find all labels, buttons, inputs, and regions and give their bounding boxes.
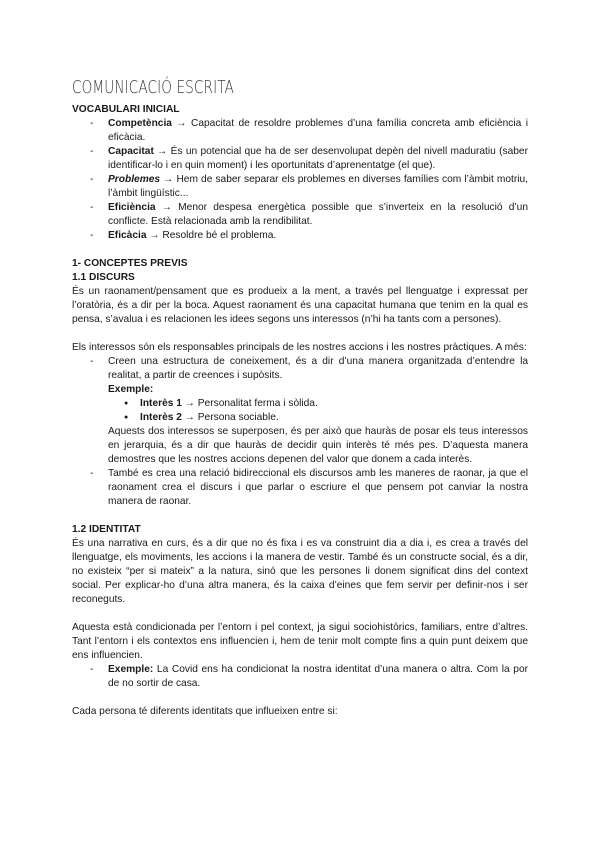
- vocab-definition: → Resoldre bé el problema.: [146, 230, 277, 241]
- paragraph: Els interessos són els responsables principals de les nostres accions i les nostres pràctiques. A més:: [72, 342, 527, 353]
- example-text: → Persona sociable.: [181, 412, 279, 423]
- vocab-definition: → Hem de saber separar els problemes en diverses famílies com l’àmbit motriu, l’àmbit lingüístic...: [108, 174, 528, 199]
- list-item: [108, 467, 528, 509]
- interests-list: [72, 355, 528, 509]
- vocab-term: Eficiència: [108, 202, 156, 213]
- document-title: COMUNICACIÓ ESCRITA: [72, 78, 234, 98]
- list-item: [108, 663, 528, 691]
- list-item-continuation: Aquests dos interessos se superposen, és per això que hauràs de posar els teus interessos en jerarquia, és a dir que hauràs de decidir quin interès té més pes. D’aquesta manera demostres que les nostres accions depenen del valor que donem a cada interès.: [108, 426, 528, 465]
- document-content: [72, 78, 528, 719]
- example-text: La Covid ens ha condicionat la nostra identitat d’una manera o altra. Com la por de no sortir de casa.: [108, 664, 528, 689]
- vocab-heading: VOCABULARI INICIAL: [72, 104, 180, 115]
- example-item: [140, 411, 528, 425]
- vocab-list: [72, 117, 528, 243]
- example-label: Exemple:: [108, 664, 154, 675]
- vocab-item: [108, 117, 528, 145]
- subsection-heading-identitat: 1.2 IDENTITAT: [72, 524, 141, 535]
- vocab-term: Problemes: [108, 174, 161, 185]
- vocab-definition: → Capacitat de resoldre problemes d’una família concreta amb eficiència i eficàcia.: [108, 118, 528, 143]
- example-label: Exemple:: [108, 384, 154, 395]
- vocab-term: Capacitat: [108, 146, 154, 157]
- list-item: [108, 355, 528, 467]
- list-item-text: També es crea una relació bidireccional els discursos amb les maneres de raonar, ja que el raonament crea el discurs i que parlar o escriure el que pensem pot canviar la nostra manera de raonar.: [108, 468, 528, 507]
- example-item: [140, 397, 528, 411]
- paragraph: Aquesta està condicionada per l’entorn i pel context, ja sigui sociohistòrics, familiars, entre d’altres. Tant l’entorn i els contextos ens influencien i, hem de tenir molt compte fins a quin punt deixem que ens influencien.: [72, 622, 528, 661]
- list-item-text: Creen una estructura de coneixement, és a dir d’una manera organitzada d’entendre la realitat, a partir de creences i supòsits.: [108, 356, 528, 381]
- identity-example-list: [72, 663, 528, 691]
- example-list: [108, 397, 528, 425]
- vocab-term: Competència: [108, 118, 172, 129]
- subsection-heading-discurs: 1.1 DISCURS: [72, 272, 135, 283]
- paragraph: És un raonament/pensament que es produeix a la ment, a través pel llenguatge i expressat per l’oratòria, és a dir per la boca. Aquest raonament és una capacitat humana que tenim en la qual es pensa, s’avalua i es relacionen les idees segons uns interessos (n’hi ha tants com a persones).: [72, 286, 528, 325]
- vocab-term: Eficàcia: [108, 230, 147, 241]
- vocab-item: [108, 201, 528, 229]
- example-term: Interès 2: [140, 412, 182, 423]
- vocab-definition: → Menor despesa energètica possible que s’inverteix en la resolució d’un conflicte. Està relacionada amb la rendibilitat.: [108, 202, 528, 227]
- example-term: Interès 1: [140, 398, 182, 409]
- vocab-item: [108, 145, 528, 173]
- vocab-item: [108, 229, 528, 243]
- example-text: → Personalitat ferma i sòlida.: [181, 398, 318, 409]
- paragraph: Cada persona té diferents identitats que influeixen entre si:: [72, 706, 338, 717]
- section-heading: 1- CONCEPTES PREVIS: [72, 258, 188, 269]
- paragraph: És una narrativa en curs, és a dir que no és fixa i es va construint dia a dia i, es crea a través del llenguatge, els moviments, les accions i la manera de vestir. També és un constructe social, és a dir, no existeix “per si mateix” a la natura, sinó que les persones li donem significat dins del context social. Per explicar-ho d’una altra manera, és la caixa d’eines que fem servir per definir-nos i ser reconeguts.: [72, 538, 528, 605]
- vocab-item: [108, 173, 528, 201]
- vocab-definition: → És un potencial que ha de ser desenvolupat depèn del nivell maduratiu (saber identificar-lo i en quin moment) i les oportunitats d’aprenentatge (el que).: [108, 146, 528, 171]
